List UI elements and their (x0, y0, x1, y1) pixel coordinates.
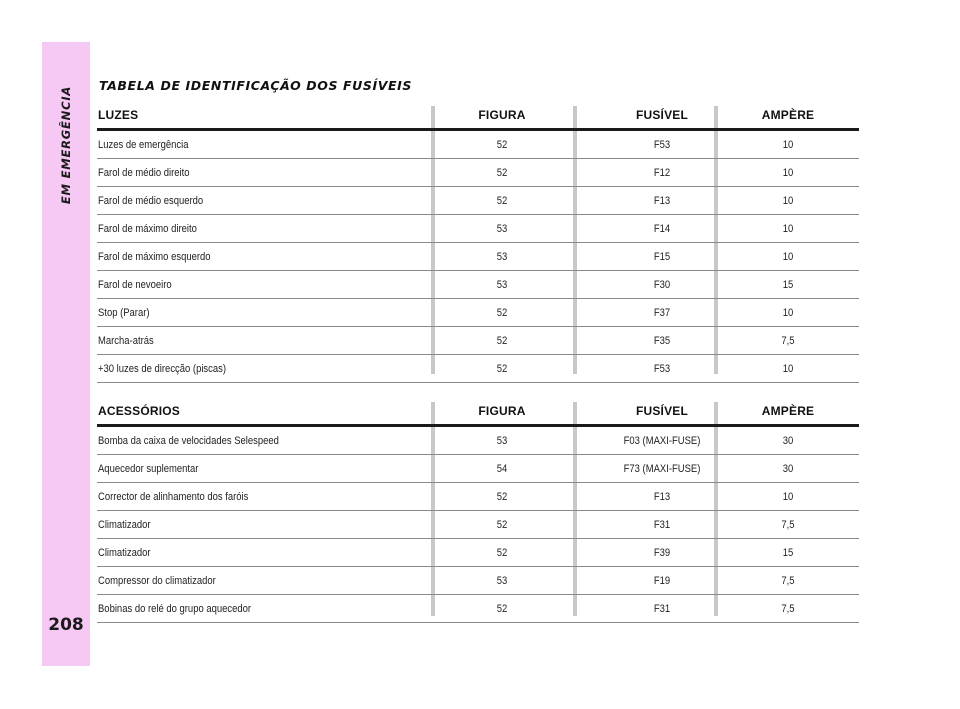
row-ampere: 15 (782, 547, 794, 559)
table-row (97, 243, 859, 271)
table-body (97, 131, 859, 383)
row-description: Farol de médio direito (98, 167, 190, 179)
row-description: Farol de médio esquerdo (98, 195, 204, 207)
header-ampere: AMPÈRE (761, 108, 815, 122)
row-fusivel: F12 (653, 167, 671, 179)
row-figura: 52 (496, 519, 508, 531)
page-number: 208 (48, 615, 84, 635)
row-ampere: 7,5 (781, 603, 795, 615)
row-description: Bobinas do relé do grupo aquecedor (98, 603, 252, 615)
header-fusivel: FUSÍVEL (635, 404, 689, 418)
table-row (97, 567, 859, 595)
header-fusivel: FUSÍVEL (635, 108, 689, 122)
row-description: Corrector de alinhamento dos faróis (98, 491, 249, 503)
table-row (97, 595, 859, 623)
row-description: Climatizador (98, 547, 151, 559)
fuse-table-acessorios (97, 400, 859, 623)
row-ampere: 10 (782, 307, 794, 319)
row-ampere: 7,5 (781, 575, 795, 587)
row-description: Bomba da caixa de velocidades Selespeed (98, 435, 279, 447)
row-fusivel: F37 (653, 307, 671, 319)
row-figura: 53 (496, 435, 508, 447)
table-header (97, 104, 859, 131)
row-ampere: 10 (782, 363, 794, 375)
row-fusivel: F53 (653, 139, 671, 151)
row-description: Marcha-atrás (98, 335, 154, 347)
row-description: Farol de máximo esquerdo (98, 251, 211, 263)
row-ampere: 30 (782, 435, 794, 447)
header-ampere: AMPÈRE (761, 404, 815, 418)
row-fusivel: F31 (653, 519, 671, 531)
table-row (97, 271, 859, 299)
row-figura: 52 (496, 491, 508, 503)
table-row (97, 355, 859, 383)
row-ampere: 10 (782, 251, 794, 263)
table-row (97, 483, 859, 511)
row-description: Stop (Parar) (98, 307, 150, 319)
row-figura: 53 (496, 279, 508, 291)
row-description: Farol de máximo direito (98, 223, 197, 235)
row-fusivel: F13 (653, 195, 671, 207)
row-fusivel: F13 (653, 491, 671, 503)
row-figura: 52 (496, 307, 508, 319)
row-ampere: 10 (782, 139, 794, 151)
row-fusivel: F39 (653, 547, 671, 559)
header-acessorios: ACESSÓRIOS (98, 404, 181, 418)
row-figura: 52 (496, 195, 508, 207)
row-fusivel: F31 (653, 603, 671, 615)
row-ampere: 7,5 (781, 519, 795, 531)
section-label: EM EMERGÊNCIA (59, 85, 73, 205)
row-figura: 52 (496, 139, 508, 151)
row-fusivel: F14 (653, 223, 671, 235)
row-ampere: 15 (782, 279, 794, 291)
row-figura: 52 (496, 603, 508, 615)
row-ampere: 10 (782, 223, 794, 235)
table-body (97, 427, 859, 623)
table-header (97, 400, 859, 427)
row-fusivel: F73 (MAXI-FUSE) (623, 463, 701, 475)
page-title: TABELA DE IDENTIFICAÇÃO DOS FUSÍVEIS (99, 78, 413, 93)
row-figura: 54 (496, 463, 508, 475)
header-luzes: LUZES (98, 108, 139, 122)
row-figura: 52 (496, 167, 508, 179)
row-fusivel: F53 (653, 363, 671, 375)
table-row (97, 511, 859, 539)
table-row (97, 427, 859, 455)
table-row (97, 327, 859, 355)
row-fusivel: F19 (653, 575, 671, 587)
row-description: Luzes de emergência (98, 139, 189, 151)
row-figura: 52 (496, 547, 508, 559)
row-ampere: 10 (782, 491, 794, 503)
row-description: Aquecedor suplementar (98, 463, 199, 475)
table-row (97, 215, 859, 243)
row-figura: 52 (496, 335, 508, 347)
row-ampere: 10 (782, 167, 794, 179)
row-figura: 53 (496, 575, 508, 587)
row-fusivel: F30 (653, 279, 671, 291)
fuse-table-luzes (97, 104, 859, 383)
table-row (97, 187, 859, 215)
header-figura: FIGURA (478, 108, 526, 122)
row-description: Farol de nevoeiro (98, 279, 172, 291)
table-row (97, 131, 859, 159)
table-row (97, 299, 859, 327)
table-row (97, 455, 859, 483)
row-fusivel: F03 (MAXI-FUSE) (623, 435, 701, 447)
row-figura: 52 (496, 363, 508, 375)
table-row (97, 159, 859, 187)
header-figura: FIGURA (478, 404, 526, 418)
row-fusivel: F15 (653, 251, 671, 263)
table-row (97, 539, 859, 567)
row-ampere: 30 (782, 463, 794, 475)
row-fusivel: F35 (653, 335, 671, 347)
row-ampere: 10 (782, 195, 794, 207)
row-description: Climatizador (98, 519, 151, 531)
row-figura: 53 (496, 223, 508, 235)
row-ampere: 7,5 (781, 335, 795, 347)
row-figura: 53 (496, 251, 508, 263)
row-description: +30 luzes de direcção (piscas) (98, 363, 227, 375)
row-description: Compressor do climatizador (98, 575, 216, 587)
